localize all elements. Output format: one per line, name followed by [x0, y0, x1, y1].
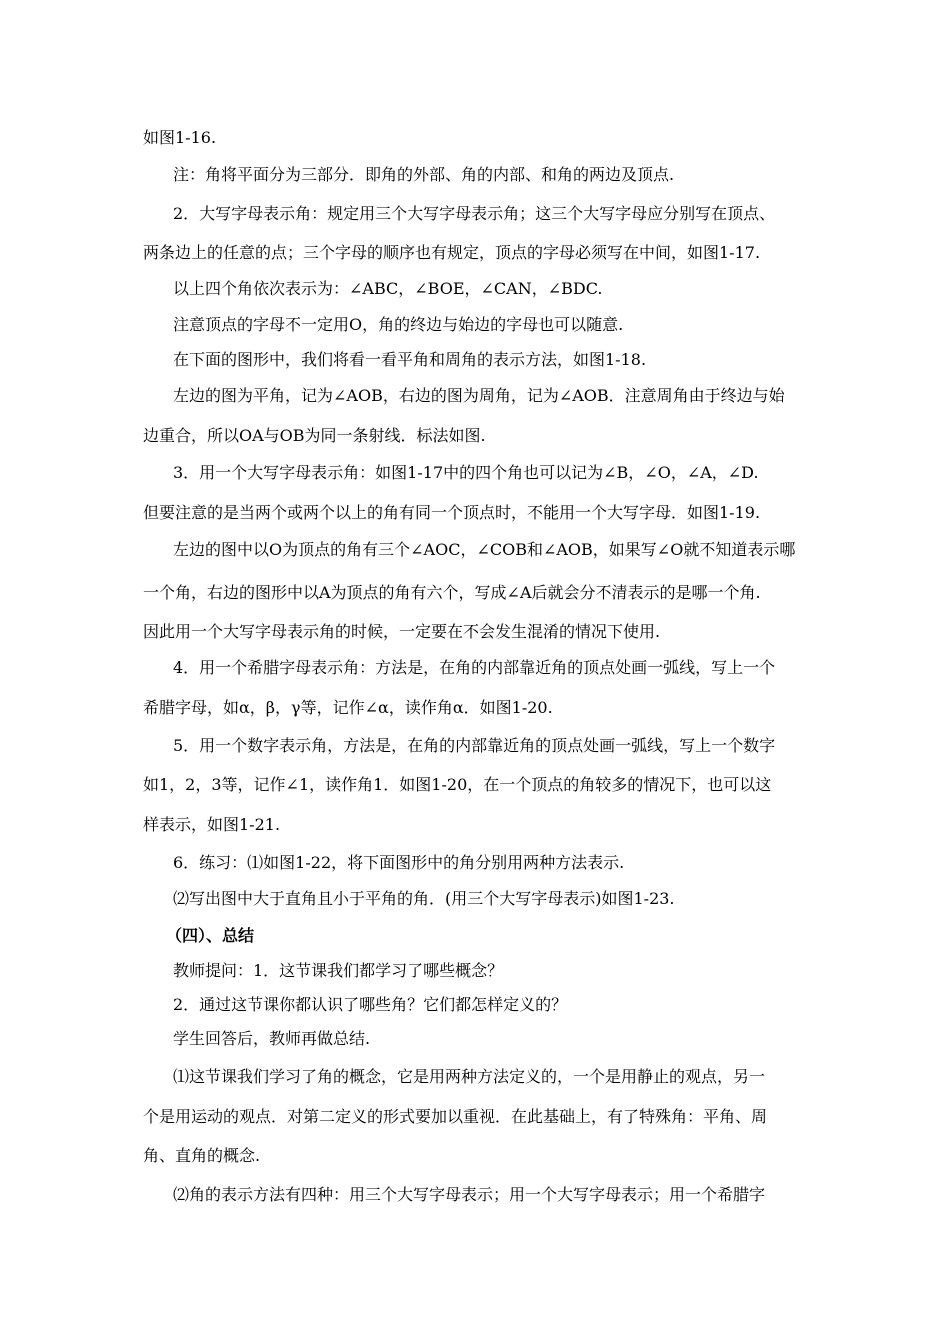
- heading-text: （四）、总结: [166, 926, 255, 945]
- line-text: 5．用一个数字表示角，方法是，在角的内部靠近角的顶点处画一弧线，写上一个数字: [173, 736, 776, 755]
- line-text: 2．通过这节课你都认识了哪些角？它们都怎样定义的？: [173, 995, 568, 1014]
- line-text: 左边的图中以O为顶点的角有三个∠AOC，∠COB和∠AOB，如果写∠O就不知道表示哪: [173, 540, 796, 559]
- line-text: ⑵写出图中大于直角且小于平角的角．(用三个大写字母表示)如图1-23.: [173, 889, 675, 908]
- line-text: 希腊字母，如α，β，γ等，记作∠α，读作角α．如图1-20.: [143, 698, 553, 717]
- line-text: ⑴这节课我们学习了角的概念，它是用两种方法定义的，一个是用静止的观点，另一: [173, 1067, 766, 1086]
- line-text: 角、直角的概念.: [143, 1146, 261, 1165]
- line-text: 2．大写字母表示角：规定用三个大写字母表示角；这三个大写字母应分别写在顶点、: [173, 204, 776, 223]
- line-text: 学生回答后，教师再做总结.: [173, 1029, 371, 1048]
- line-text: 两条边上的任意的点；三个字母的顺序也有规定，顶点的字母必须写在中间，如图1-17.: [143, 243, 761, 262]
- line-text: 一个角，右边的图形中以A为顶点的角有六个，写成∠A后就会分不清表示的是哪一个角.: [143, 583, 761, 602]
- line-text: 因此用一个大写字母表示角的时候，一定要在不会发生混淆的情况下使用.: [143, 622, 661, 641]
- line-text: 个是用运动的观点．对第二定义的形式要加以重视．在此基础上，有了特殊角：平角、周: [143, 1107, 768, 1126]
- line-text: 左边的图为平角，记为∠AOB，右边的图为周角，记为∠AOB．注意周角由于终边与始: [173, 386, 785, 405]
- line-text: 4．用一个希腊字母表示角：方法是，在角的内部靠近角的顶点处画一弧线，写上一个: [173, 658, 776, 677]
- line-text: 但要注意的是当两个或两个以上的角有同一个顶点时，不能用一个大写字母．如图1-19.: [143, 503, 761, 522]
- line-text: ⑵角的表示方法有四种：用三个大写字母表示；用一个大写字母表示；用一个希腊字: [173, 1185, 766, 1204]
- line-text: 如图1-16.: [143, 128, 217, 147]
- line-text: 如1，2，3等，记作∠1，读作角1．如图1-20，在一个顶点的角较多的情况下，也可以这: [143, 775, 772, 794]
- line-text: 样表示，如图1-21.: [143, 815, 281, 834]
- line-text: 以上四个角依次表示为：∠ABC，∠BOE，∠CAN，∠BDC.: [173, 279, 603, 298]
- line-text: 边重合，所以OA与OB为同一条射线．标法如图.: [143, 426, 486, 445]
- line-text: 注意顶点的字母不一定用O，角的终边与始边的字母也可以随意.: [173, 315, 624, 334]
- line-text: 3．用一个大写字母表示角：如图1-17中的四个角也可以记为∠B，∠O，∠A，∠D.: [173, 463, 759, 482]
- line-text: 6．练习：⑴如图1-22，将下面图形中的角分别用两种方法表示.: [173, 853, 625, 872]
- line-text: 在下面的图形中，我们将看一看平角和周角的表示方法，如图1-18.: [173, 350, 647, 369]
- line-text: 教师提问：1．这节课我们都学习了哪些概念？: [173, 961, 504, 980]
- line-text: 注：角将平面分为三部分．即角的外部、角的内部、和角的两边及顶点.: [173, 165, 675, 184]
